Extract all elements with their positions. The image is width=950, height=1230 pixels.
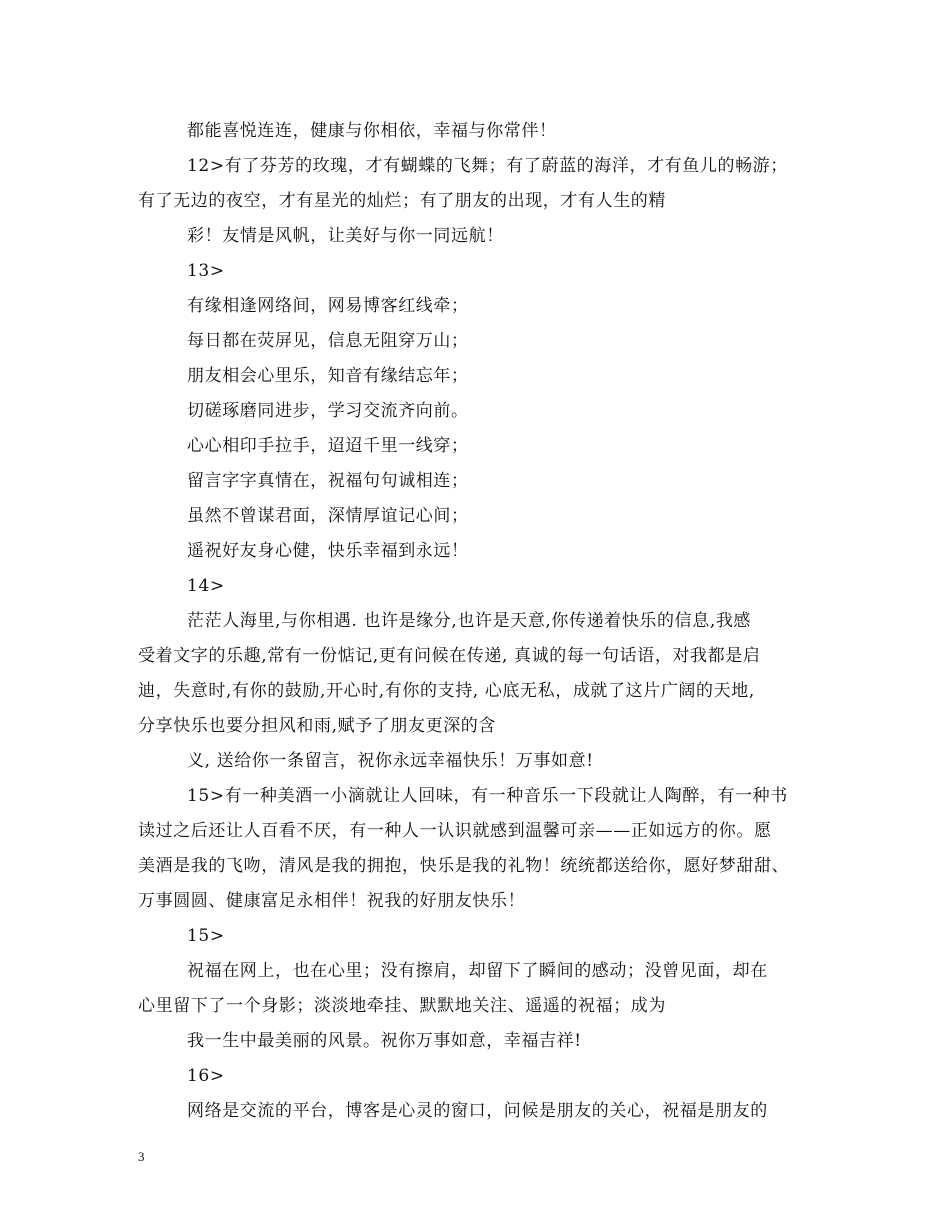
text-line: 分享快乐也要分担风和雨,赋予了朋友更深的含 — [138, 716, 497, 736]
section-number: 15> — [187, 926, 225, 946]
text-line: 有了无边的夜空，才有星光的灿烂；有了朋友的出现，才有人生的精 — [138, 191, 666, 211]
page-number: 3 — [138, 1149, 145, 1164]
text-line: 彩！友情是风帆，让美好与你一同远航！ — [187, 226, 504, 246]
text-line: 15>有一种美酒一小滴就让人回味，有一种音乐一下段就让人陶醉，有一种书 — [187, 786, 788, 806]
text-line: 留言字字真情在，祝福句句诚相连； — [187, 471, 469, 491]
text-line: 12>有了芬芳的玫瑰，才有蝴蝶的飞舞；有了蔚蓝的海洋，才有鱼儿的畅游； — [187, 156, 788, 176]
text-line: 每日都在荧屏见，信息无阻穿万山； — [187, 331, 469, 351]
section-number: 14> — [187, 576, 225, 596]
text-line: 网络是交流的平台，博客是心灵的窗口，问候是朋友的关心，祝福是朋友的 — [187, 1101, 768, 1121]
text-line: 义, 送给你一条留言，祝你永远幸福快乐！万事如意! — [187, 751, 594, 771]
text-line: 我一生中最美丽的风景。祝你万事如意，幸福吉祥! — [187, 1031, 582, 1051]
text-line: 虽然不曾谋君面，深情厚谊记心间； — [187, 506, 469, 526]
text-line: 受着文字的乐趣,常有一份惦记,更有问候在传递, 真诚的每一句话语，对我都是启 — [138, 646, 761, 666]
text-line: 都能喜悦连连，健康与你相依，幸福与你常伴！ — [187, 121, 557, 141]
text-line: 迪，失意时,有你的鼓励,开心时,有你的支持, 心底无私，成就了这片广阔的天地, — [138, 681, 755, 701]
text-line: 读过之后还让人百看不厌，有一种人一认识就感到温馨可亲——正如远方的你。愿 — [138, 821, 772, 841]
section-number: 16> — [187, 1066, 225, 1086]
text-line: 朋友相会心里乐，知音有缘结忘年； — [187, 366, 469, 386]
section-number: 13> — [187, 261, 225, 281]
text-line: 心里留下了一个身影；淡淡地牵挂、默默地关注、遥遥的祝福；成为 — [138, 996, 666, 1016]
text-line: 心心相印手拉手，迢迢千里一线穿； — [187, 436, 469, 456]
text-line: 有缘相逢网络间，网易博客红线牵； — [187, 296, 469, 316]
text-line: 万事圆圆、健康富足永相伴！祝我的好朋友快乐！ — [138, 891, 526, 911]
text-line: 美酒是我的飞吻，清风是我的拥抱，快乐是我的礼物！统统都送给你，愿好梦甜甜、 — [138, 856, 790, 876]
text-line: 切磋琢磨同进步，学习交流齐向前。 — [187, 401, 469, 421]
text-line: 遥祝好友身心健，快乐幸福到永远！ — [187, 541, 469, 561]
text-line: 茫茫人海里,与你相遇. 也许是缘分,也许是天意,你传递着快乐的信息,我感 — [187, 611, 752, 631]
text-line: 祝福在网上，也在心里；没有擦肩，却留下了瞬间的感动；没曾见面，却在 — [187, 961, 768, 981]
